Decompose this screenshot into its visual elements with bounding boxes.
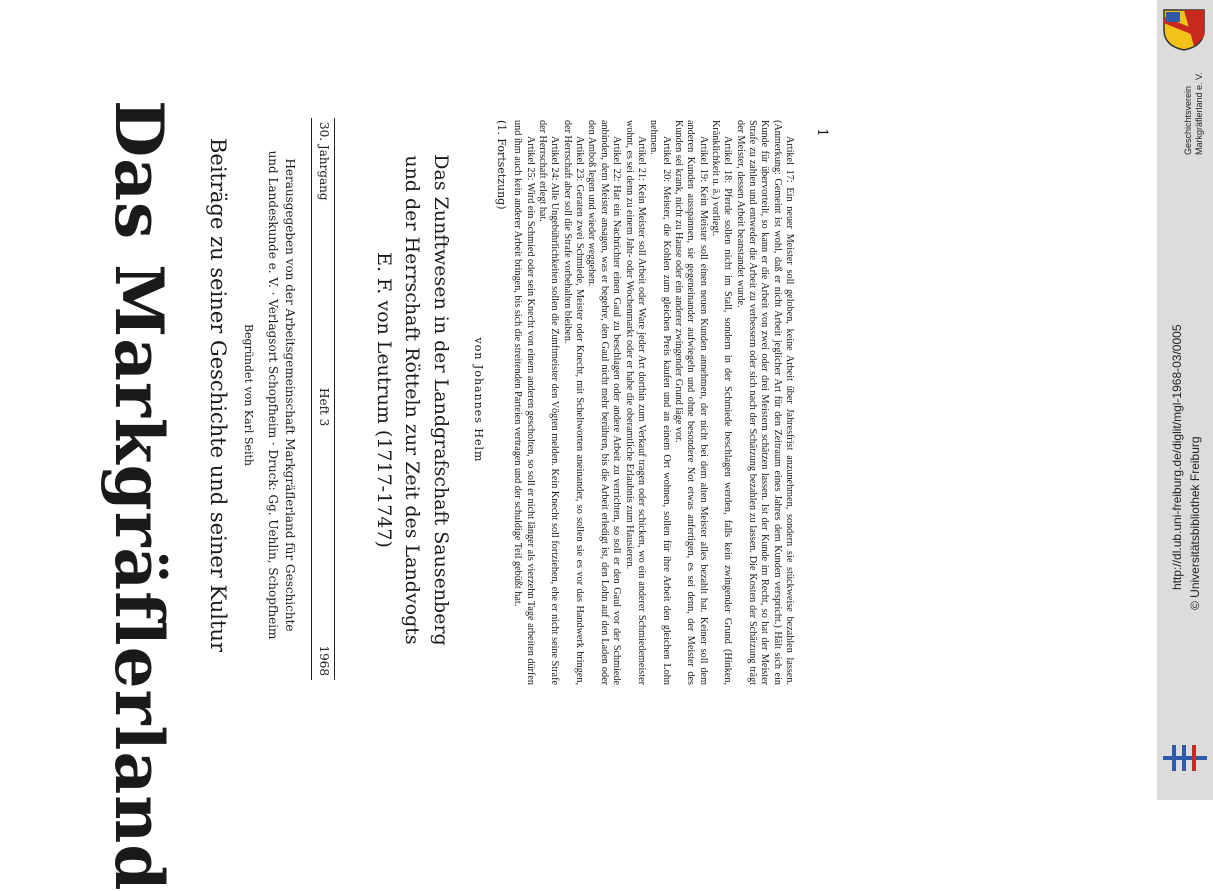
- publisher-info: [264, 105, 298, 685]
- paragraph: Artikel 19: Kein Meister soll einen neuen Kunden annehmen, der nicht bei dem alten Meister alles bezahlt hat. Keiner soll dem anderen Kunden ausspannen, sie gegeneinander aufwiegeln und ohne besondere Not etwas anfertigen, es sei denn, der Meister des Kunden sei krank, nicht zu Hause oder ein anderer zwingender Grund läge vor.: [672, 120, 709, 685]
- publisher-line-2: und Landeskunde e. V. · Verlagsort Schopfheim · Druck: Gg. Uehlin, Schopfheim: [266, 150, 281, 640]
- publisher-line-1: Herausgegeben von der Arbeitsgemeinschaft Markgräflerland für Geschichte: [283, 158, 297, 632]
- document-url-link[interactable]: http://dl.ub.uni-freiburg.de/diglit/mgl-1968-03/0005: [1170, 324, 1184, 590]
- paragraph: Artikel 25: Wird ein Schmied oder sein Knecht von einem anderen gescholten, so soll er nicht länger als vierzehn Tage arbeiten dürfen und ihm auch kein anderer Arbeit bringen, bis sich die streitenden Parteien vertragen und der schuldige Teil gebüßt hat.: [512, 120, 536, 685]
- year-label: 1968: [317, 645, 331, 676]
- page-number: 1: [814, 128, 830, 137]
- article-title: [370, 110, 456, 690]
- article-body: [510, 120, 795, 685]
- paragraph: Artikel 22: Hat ein Nachrichter einen Gaul zu beschlagen oder andere Arbeit zu verrichten, so soll er den Gaul vor der Schmiede anbinden, dem Meister ansagen, was er begehre, den Gaul nicht mehr berühren, bis die Arbeit erledigt ist, den Lohn auf den Laden oder den Amboß legen und wieder weggehen.: [586, 120, 623, 685]
- paragraph: Artikel 20: Meister, die Kohlen zum gleichen Preis kaufen und an einem Ort wohnen, sollen für ihre Arbeit den gleichen Lohn nehmen.: [648, 120, 672, 685]
- issue-label: Heft 3: [317, 388, 331, 427]
- paragraph: Artikel 24: Alle Ungebührlichkeiten sollen die Zunftmeister den Vögten melden. Kein Knecht soll fortziehen, ehe er nicht seine Strafe der Herrschaft erlegt hat.: [537, 120, 561, 685]
- volume-label: 30. Jahrgang: [317, 122, 331, 201]
- continuation-note: (1. Fortsetzung): [495, 120, 508, 210]
- article-title-line-1: Das Zunftwesen in der Landgrafschaft Sausenberg: [430, 154, 452, 646]
- coat-of-arms-icon: [1160, 6, 1208, 52]
- society-name-line-1: Geschichtsverein: [1183, 85, 1193, 155]
- paragraph: Artikel 23: Geraten zwei Schmiede, Meister oder Knecht, mit Scheltworten aneinander, so sollen sie es vor das Handwerk bringen, der Herrschaft aber soll die Strafe vorbehalten bleiben.: [561, 120, 586, 685]
- article-title-line-3: E. F. von Leutrum (1717-1747): [373, 252, 395, 548]
- paragraph: Artikel 17: Ein neuer Meister soll geloben, keine Arbeit über Jahresfrist anzunehmen, sondern sie stückweise bezahlen lassen. (Anmerkung: Gemeint ist wohl, daß er nicht Arbeit jeglicher Art für den Zeitraum eines Jahres dem Kunden verspricht.) Hält sich ein Kunde für übervorteilt, so kann er die Arbeit von zwei oder drei Meistern schätzen lassen. Ist der Kunde im Recht, so hat der Meister Strafe zu zahlen und entweder die Arbeit zu verbessern oder sich nach der Schätzung bezahlen zu lassen. Die Kosten der Schätzung trägt der Meister, dessen Arbeit beanstandet wurde.: [734, 120, 795, 685]
- library-logo-icon: [1163, 743, 1207, 773]
- issue-bar: [311, 118, 335, 680]
- journal-founder: Begründet von Karl Seith: [242, 323, 255, 467]
- copyright-text: © Universitätsbibliothek Freiburg: [1188, 436, 1202, 610]
- paragraph: Artikel 21: Kein Meister soll Arbeit oder Ware jeder Art dorthin zum Verkauf tragen oder schicken, wo ein anderer Schmiedemeister wohnt, es sei denn zu einem Jahr- oder Wochenmarkt oder er habe die oberamtliche Erlaubnis zum Hausieren.: [623, 120, 647, 685]
- article-author: von Johannes Helm: [472, 337, 485, 463]
- journal-subtitle: Beiträge zu seiner Geschichte und seiner Kultur: [206, 137, 230, 652]
- paragraph: Artikel 18: Pferde sollen nicht im Stall, sondern in der Schmiede beschlagen werden, falls kein zwingender Grund (Hinken, Kränklichkeit u. ä.) vorliegt.: [709, 120, 734, 685]
- society-name-line-2: Markgräflerland e. V.: [1194, 72, 1204, 155]
- journal-masthead: Das Markgräflerland: [100, 100, 178, 891]
- article-title-line-2: und der Herrschaft Rötteln zur Zeit des Landvogts: [401, 155, 424, 645]
